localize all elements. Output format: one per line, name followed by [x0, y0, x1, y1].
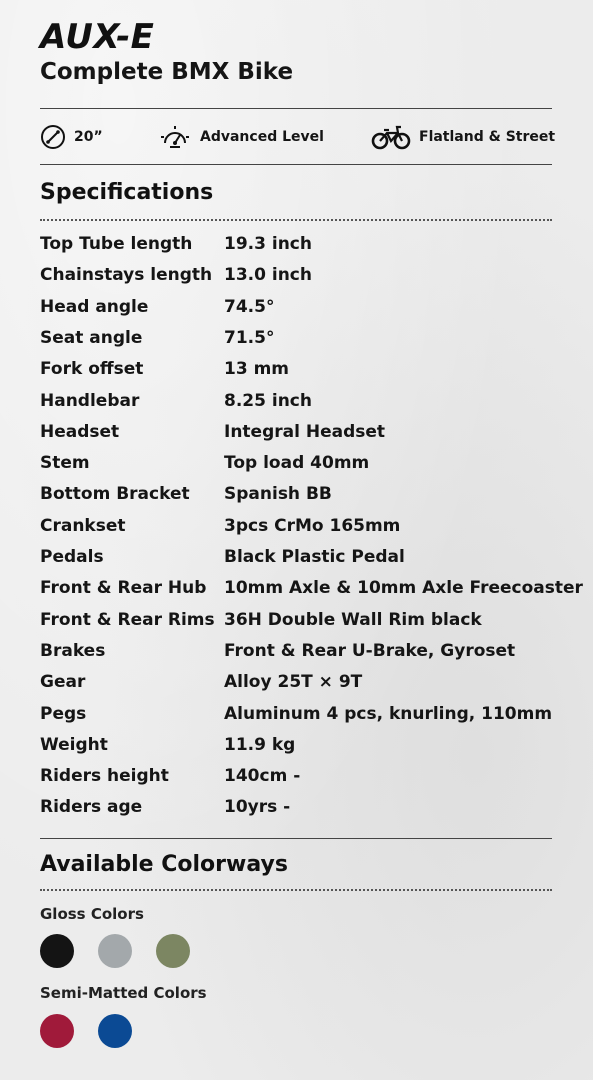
spec-value: 19.3 inch	[224, 234, 312, 254]
spec-key: Head angle	[40, 296, 149, 317]
spec-key: Riders height	[40, 766, 169, 787]
spec-value: Black Plastic Pedal	[224, 547, 405, 567]
gloss-color-swatch[interactable]	[98, 934, 132, 968]
colorways-heading: Available Colorways	[40, 852, 288, 877]
divider	[40, 108, 552, 109]
spec-value: 140cm -	[224, 766, 301, 787]
spec-value: 8.25 inch	[224, 390, 312, 411]
spec-key: Pegs	[40, 703, 87, 724]
spec-value: Spanish BB	[224, 484, 332, 505]
spec-value: 10mm Axle & 10mm Axle Freecoaster	[224, 578, 583, 599]
bmx-bike-icon	[371, 124, 411, 150]
spec-value: 74.5°	[224, 296, 275, 317]
spec-key: Crankset	[40, 515, 126, 536]
feature-wheel-size	[40, 122, 103, 152]
spec-key: Riders age	[40, 797, 143, 818]
spec-value: Aluminum 4 pcs, knurling, 110mm	[224, 703, 553, 724]
spec-value: Alloy 25T × 9T	[224, 672, 363, 693]
feature-label: 20”	[74, 129, 103, 145]
semi-matted-color-swatch[interactable]	[98, 1014, 132, 1048]
spec-key: Chainstays length	[40, 265, 213, 286]
semi-matted-colors-label: Semi-Matted Colors	[40, 984, 207, 1002]
spec-value: 11.9 kg	[224, 734, 296, 755]
spec-value: 3pcs CrMo 165mm	[224, 515, 401, 536]
dotted-divider	[40, 889, 552, 891]
divider	[40, 164, 552, 165]
spec-key: Fork offset	[40, 359, 144, 380]
spec-key: Seat angle	[40, 327, 143, 348]
level-gauge-icon	[158, 124, 192, 150]
wheel-size-icon	[40, 124, 66, 150]
feature-level	[158, 122, 324, 152]
spec-key: Handlebar	[40, 390, 140, 411]
product-subtitle: Complete BMX Bike	[40, 59, 294, 85]
spec-key: Headset	[40, 421, 120, 442]
specifications-heading: Specifications	[40, 180, 214, 205]
gloss-colors-label: Gloss Colors	[40, 905, 144, 923]
spec-value: 36H Double Wall Rim black	[224, 609, 482, 630]
spec-value: 13.0 inch	[224, 265, 312, 286]
spec-key: Bottom Bracket	[40, 484, 190, 505]
spec-value: 71.5°	[224, 327, 275, 348]
spec-key: Top Tube length	[40, 234, 193, 254]
divider	[40, 838, 552, 839]
spec-key: Gear	[40, 672, 86, 693]
semi-matted-color-swatch[interactable]	[40, 1014, 74, 1048]
spec-key: Brakes	[40, 640, 106, 661]
spec-value: Integral Headset	[224, 421, 386, 442]
feature-discipline	[371, 122, 555, 152]
spec-value: Front & Rear U-Brake, Gyroset	[224, 640, 516, 661]
spec-key: Stem	[40, 453, 90, 474]
spec-key: Pedals	[40, 547, 104, 567]
spec-value: Top load 40mm	[224, 453, 370, 474]
dotted-divider	[40, 219, 552, 221]
spec-value: 13 mm	[224, 359, 290, 380]
spec-key: Front & Rear Rims	[40, 609, 215, 630]
spec-key: Weight	[40, 734, 108, 755]
spec-value: 10yrs -	[224, 797, 291, 818]
product-title: AUX-E	[40, 17, 155, 57]
gloss-color-swatch[interactable]	[156, 934, 190, 968]
spec-key: Front & Rear Hub	[40, 578, 207, 599]
feature-label: Advanced Level	[200, 129, 324, 145]
gloss-color-swatch[interactable]	[40, 934, 74, 968]
feature-label: Flatland & Street	[419, 129, 556, 145]
